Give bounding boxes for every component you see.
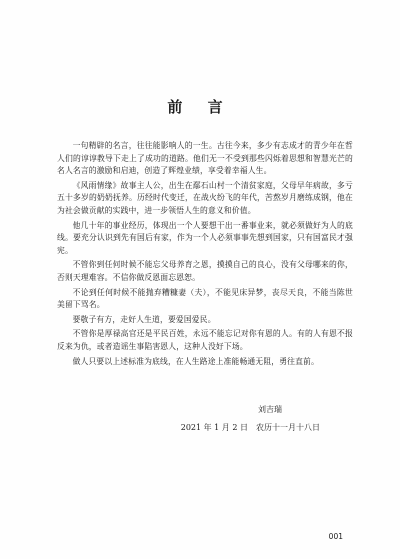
paragraph: 《风雨情缘》故事主人公，出生在鄢石山村一个清贫家庭，父母早年病故，多亏五十多岁的奶奶抚养。历经时代变迁，在战火纷飞的年代，苦熬岁月磨练成钢，他在为社会做贡献的实践中，进一步领悟人生的意义和价值。	[57, 180, 353, 215]
paragraph: 做人只要以上述标准为底线，在人生路途上准能畅通无阻，勇往直前。	[72, 356, 319, 366]
paragraph: 他几十年的事业经历，体现出一个人要想干出一番事业来，就必须做好为人的底线。要充分认识到先有国后有家，作为一个人必须事事先想到国家，只有国富民才强宪。	[57, 220, 353, 255]
paragraph: 不管你是厚禄高官还是平民百姓，永远不能忘记对你有恩的人。有的人有恩不报反来为仇，或者造谣生事陷害恩人，这种人没好下场。	[57, 329, 353, 351]
paragraph: 一句精辟的名言，往往能影响人的一生。古往今来，多少有志成才的青少年在哲人们的谆谆教导下走上了成功的道路。他们无一不受到那些闪烁着思想和智慧光芒的名人名言的激励和启迪，创造了辉煌业绩，享受着幸福人生。	[57, 141, 353, 176]
page-title: 前 言	[167, 98, 233, 116]
author-signature: 刘吉瑞	[258, 405, 282, 414]
date-line: 2021 年 1 月 2 日 农历十一月十八日	[180, 423, 320, 432]
page-number: 001	[328, 532, 343, 541]
paragraph: 不论到任何时候不能抛弃糟糠妻（夫），不能见床异梦，丧尽天良，不能当陈世美留下骂名。	[57, 287, 353, 310]
paragraph: 不管你到任何时候不能忘父母养育之恩，摸摸自己的良心，没有父母哪来的你，否则天理难容。不信你做反恩面忘恩恕。	[57, 260, 353, 282]
paragraph: 要敬子有方，走好人生道，要爱国爱民。	[72, 314, 216, 324]
preface-body	[57, 140, 353, 370]
